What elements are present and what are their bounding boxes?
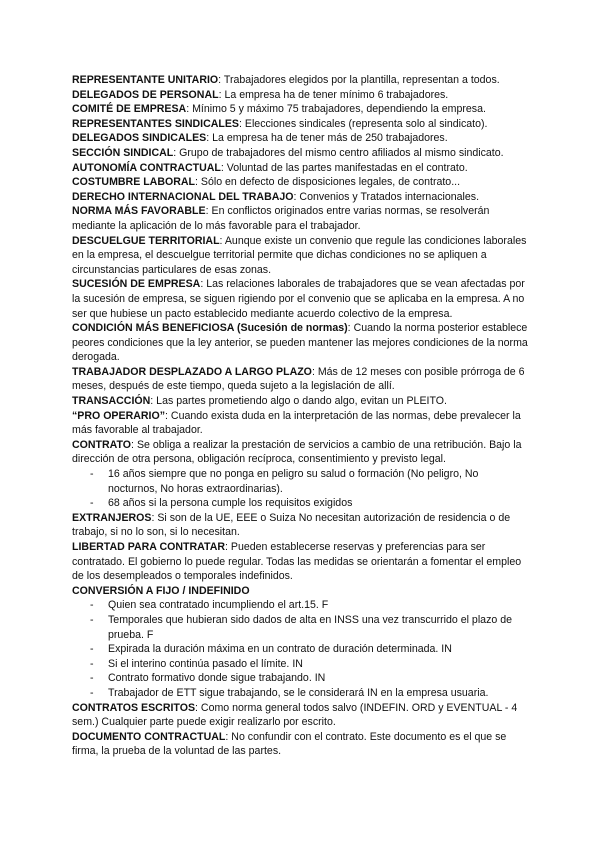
list-item: - Contrato formativo donde sigue trabajando. IN bbox=[72, 671, 530, 686]
entry-comite-empresa: COMITÉ DE EMPRESA: Mínimo 5 y máximo 75 trabajadores, dependiendo la empresa. bbox=[72, 103, 486, 116]
entry-representante-unitario: REPRESENTANTE UNITARIO: Trabajadores elegidos por la plantilla, representan a todos. bbox=[72, 74, 500, 86]
list-item: - Si el interino continúa pasado el límite. IN bbox=[72, 657, 530, 672]
entry-autonomia-contractual: AUTONOMÍA CONTRACTUAL: Voluntad de las partes manifestadas en el contrato. bbox=[72, 161, 468, 174]
entry-seccion-sindical: SECCIÓN SINDICAL: Grupo de trabajadores del mismo centro afiliados al mismo sindicato. bbox=[72, 146, 504, 159]
list-item: - Quien sea contratado incumpliendo el art.15. F bbox=[72, 598, 530, 613]
list-item: - 16 años siempre que no ponga en peligro su salud o formación (No peligro, No nocturnos, No horas extraordinarias). bbox=[72, 467, 530, 496]
entry-trabajador-desplazado: TRABAJADOR DESPLAZADO A LARGO PLAZO: Más de 12 meses con posible prórroga de 6 meses, después de este tiempo, queda sujeto a la legislación de allí. bbox=[72, 365, 525, 393]
list-item: - Expirada la duración máxima en un contrato de duración determinada. IN bbox=[72, 642, 530, 657]
conversion-heading: CONVERSIÓN A FIJO / INDEFINIDO bbox=[72, 584, 250, 597]
entry-transaccion: TRANSACCIÓN: Las partes prometiendo algo o dando algo, evitan un PLEITO. bbox=[72, 395, 447, 408]
list-item: - Temporales que hubieran sido dados de alta en INSS una vez transcurrido el plazo de prueba. F bbox=[72, 613, 530, 642]
entry-pro-operario: “PRO OPERARIO”: Cuando exista duda en la interpretación de las normas, debe prevalecer la más favorable al trabajador. bbox=[72, 409, 521, 437]
entry-condicion-mas-beneficiosa: CONDICIÓN MÁS BENEFICIOSA (Sucesión de normas): Cuando la norma posterior establece peores condiciones que la ley anterior, se pueden mantener las mejores condiciones de la norma derogada. bbox=[72, 322, 528, 364]
entry-contratos-escritos: CONTRATOS ESCRITOS: Como norma general todos salvo (INDEFIN. ORD y EVENTUAL - 4 sem.) Cualquier parte puede exigir realizarlo por escrito. bbox=[72, 701, 518, 729]
entry-representantes-sindicales: REPRESENTANTES SINDICALES: Elecciones sindicales (representa solo al sindicato). bbox=[72, 117, 488, 130]
list-item: - 68 años si la persona cumple los requisitos exigidos bbox=[72, 496, 530, 511]
entry-derecho-internacional: DERECHO INTERNACIONAL DEL TRABAJO: Convenios y Tratados internacionales. bbox=[72, 190, 480, 203]
entry-costumbre-laboral: COSTUMBRE LABORAL: Sólo en defecto de disposiciones legales, de contrato... bbox=[72, 176, 461, 189]
document-page bbox=[72, 73, 530, 759]
entry-delegados-sindicales: DELEGADOS SINDICALES: La empresa ha de tener más de 250 trabajadores. bbox=[72, 132, 448, 145]
entry-delegados-personal: DELEGADOS DE PERSONAL: La empresa ha de tener mínimo 6 trabajadores. bbox=[72, 88, 449, 101]
entry-libertad-contratar: LIBERTAD PARA CONTRATAR: Pueden establecerse reservas y preferencias para ser contratado. El gobierno lo puede regular. Todas las medidas se orientarán a fomentar el empleo de los desempleados o temporales indefinidos. bbox=[72, 541, 522, 583]
entry-documento-contractual: DOCUMENTO CONTRACTUAL: No confundir con el contrato. Este documento es el que se firma, la prueba de la voluntad de las partes. bbox=[72, 730, 507, 758]
conversion-list bbox=[72, 598, 530, 700]
contrato-age-list bbox=[72, 467, 530, 511]
entry-sucesion-empresa: SUCESIÓN DE EMPRESA: Las relaciones laborales de trabajadores que se vean afectadas por la sucesión de empresa, se siguen rigiendo por el convenio que se aplicaba en la empresa. A no ser que hubiese un pacto establecido mediante acuerdo colectivo de la empresa. bbox=[72, 278, 525, 320]
entry-norma-mas-favorable: NORMA MÁS FAVORABLE: En conflictos originados entre varias normas, se resolverán mediante la aplicación de lo más favorable para el trabajador. bbox=[72, 205, 490, 232]
entry-contrato: CONTRATO: Se obliga a realizar la prestación de servicios a cambio de una retribución. Bajo la dirección de otra persona, obligación recíproca, consentimiento y previsto legal. bbox=[72, 438, 522, 466]
list-item: - Trabajador de ETT sigue trabajando, se le considerará IN en la empresa usuaria. bbox=[72, 686, 530, 701]
entry-extranjeros: EXTRANJEROS: Si son de la UE, EEE o Suiza No necesitan autorización de residencia o de trabajo, si no lo son, si lo necesitan. bbox=[72, 511, 511, 539]
entry-descuelgue-territorial: DESCUELGUE TERRITORIAL: Aunque existe un convenio que regule las condiciones laborales en la empresa, el descuelgue territorial permite que dichas condiciones no se apliquen a circunstancias particulares de esas zonas. bbox=[72, 234, 527, 276]
